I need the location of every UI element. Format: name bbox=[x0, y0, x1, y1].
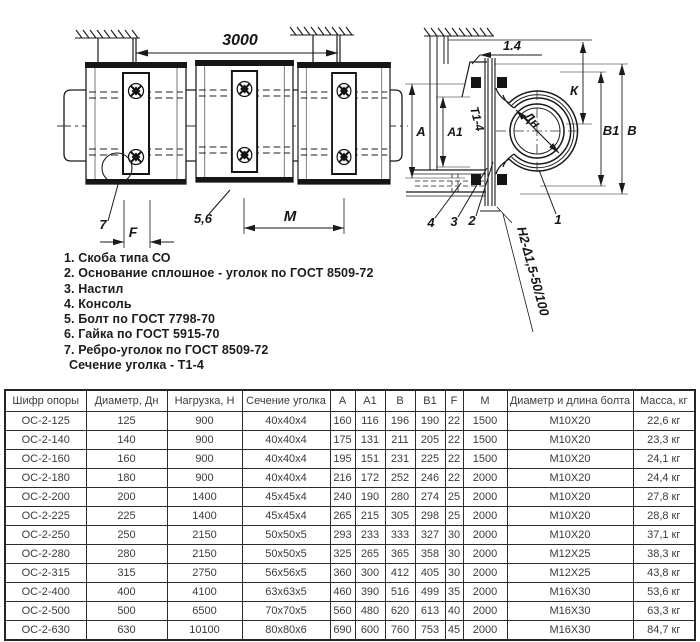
table-row bbox=[5, 545, 695, 564]
dimension-Dn-label: Дн bbox=[520, 108, 544, 132]
legend-item: 6. Гайка по ГОСТ 5915-70 bbox=[64, 327, 220, 342]
table-cell: 195 bbox=[330, 450, 355, 469]
table-cell: 50х50х5 bbox=[242, 545, 330, 564]
table-cell: М16Х30 bbox=[507, 621, 633, 641]
legend-item: 2. Основание сплошное - уголок по ГОСТ 8509-72 bbox=[64, 266, 374, 281]
table-row bbox=[5, 469, 695, 488]
table-cell: 1500 bbox=[463, 412, 507, 431]
table-cell: 500 bbox=[86, 602, 167, 621]
table-header-cell: Диаметр и длина болта bbox=[507, 390, 633, 412]
table-cell: М16Х30 bbox=[507, 602, 633, 621]
table-cell: 1400 bbox=[167, 507, 242, 526]
table-cell: 246 bbox=[415, 469, 445, 488]
part-1-label: 1 bbox=[554, 212, 562, 227]
table-cell: 225 bbox=[86, 507, 167, 526]
table-cell: 2000 bbox=[463, 469, 507, 488]
table-cell: 211 bbox=[385, 431, 415, 450]
table-cell: 300 bbox=[355, 564, 385, 583]
table-row bbox=[5, 488, 695, 507]
table-header-cell: F bbox=[445, 390, 463, 412]
table-cell: 252 bbox=[385, 469, 415, 488]
table-cell: 30 bbox=[445, 545, 463, 564]
table-cell: М12Х25 bbox=[507, 545, 633, 564]
ceiling-hatch-section bbox=[424, 28, 494, 36]
table-cell: 151 bbox=[355, 450, 385, 469]
table-cell: 180 bbox=[86, 469, 167, 488]
table-cell: 400 bbox=[86, 583, 167, 602]
table-cell: 131 bbox=[355, 431, 385, 450]
table-cell: 1500 bbox=[463, 431, 507, 450]
table-cell: 2000 bbox=[463, 564, 507, 583]
table-cell: 45 bbox=[445, 621, 463, 641]
table-cell: 900 bbox=[167, 450, 242, 469]
dimension-M-label: М bbox=[283, 208, 297, 225]
dimension-K bbox=[566, 42, 592, 124]
table-cell: 160 bbox=[86, 450, 167, 469]
table-cell: 298 bbox=[415, 507, 445, 526]
dimension-B1-label: В1 bbox=[602, 123, 620, 138]
table-cell: 125 bbox=[86, 412, 167, 431]
table-cell: 2000 bbox=[463, 621, 507, 641]
table-cell: 630 bbox=[86, 621, 167, 641]
weld-designation bbox=[497, 207, 553, 332]
table-cell: 45х45х4 bbox=[242, 507, 330, 526]
table-cell: ОС-2-250 bbox=[5, 526, 86, 545]
table-cell: 280 bbox=[86, 545, 167, 564]
table-cell: 333 bbox=[385, 526, 415, 545]
table-cell: 358 bbox=[415, 545, 445, 564]
table-cell: 45х45х4 bbox=[242, 488, 330, 507]
table-cell: 28,8 кг bbox=[633, 507, 695, 526]
console-hanger bbox=[430, 36, 448, 170]
table-cell: 53,6 кг bbox=[633, 583, 695, 602]
table-cell: 293 bbox=[330, 526, 355, 545]
table-cell: 22 bbox=[445, 412, 463, 431]
table-cell: ОС-2-315 bbox=[5, 564, 86, 583]
dimension-F bbox=[100, 200, 174, 248]
dimension-B-label: В bbox=[627, 123, 637, 138]
legend-item: 5. Болт по ГОСТ 7798-70 bbox=[64, 312, 216, 327]
table-row bbox=[5, 564, 695, 583]
table-cell: 2000 bbox=[463, 583, 507, 602]
table-cell: 2000 bbox=[463, 507, 507, 526]
table-body bbox=[5, 412, 695, 641]
table-cell: 38,3 кг bbox=[633, 545, 695, 564]
table-cell: 460 bbox=[330, 583, 355, 602]
weld-designation-label: Н2-Δ1,5-50/100 bbox=[514, 224, 553, 318]
table-cell: 84,7 кг bbox=[633, 621, 695, 641]
table-cell: 43,8 кг bbox=[633, 564, 695, 583]
table-cell: 265 bbox=[330, 507, 355, 526]
table-row bbox=[5, 450, 695, 469]
table-cell: 40 bbox=[445, 602, 463, 621]
table-cell: 25 bbox=[445, 507, 463, 526]
table-cell: М10Х20 bbox=[507, 488, 633, 507]
cross-section-view bbox=[405, 28, 637, 332]
table-cell: 760 bbox=[385, 621, 415, 641]
clamp-section-3 bbox=[297, 62, 391, 184]
table-cell: 327 bbox=[415, 526, 445, 545]
pipe-right-end bbox=[390, 90, 402, 161]
table-cell: 1400 bbox=[167, 488, 242, 507]
clamp-section-1 bbox=[85, 62, 187, 184]
side-view bbox=[57, 27, 408, 248]
table-cell: 56х56х5 bbox=[242, 564, 330, 583]
table-row bbox=[5, 621, 695, 641]
table-cell: 2000 bbox=[463, 526, 507, 545]
legend bbox=[64, 251, 374, 373]
table-cell: 753 bbox=[415, 621, 445, 641]
table-cell: ОС-2-180 bbox=[5, 469, 86, 488]
table-cell: 231 bbox=[385, 450, 415, 469]
dimension-A1-label: А1 bbox=[447, 125, 463, 139]
table-row bbox=[5, 602, 695, 621]
table-cell: 30 bbox=[445, 526, 463, 545]
clamp-section-2 bbox=[195, 60, 294, 182]
table-header-cell: А bbox=[330, 390, 355, 412]
dimensions-table bbox=[4, 389, 696, 641]
table-cell: 274 bbox=[415, 488, 445, 507]
table-cell: 24,1 кг bbox=[633, 450, 695, 469]
table-cell: М10Х20 bbox=[507, 507, 633, 526]
table-cell: ОС-2-140 bbox=[5, 431, 86, 450]
table-cell: 50х50х5 bbox=[242, 526, 330, 545]
table-cell: 70х70х5 bbox=[242, 602, 330, 621]
table-header-cell: Сечение уголка bbox=[242, 390, 330, 412]
table-cell: 315 bbox=[86, 564, 167, 583]
table-cell: 480 bbox=[355, 602, 385, 621]
legend-item: 7. Ребро-уголок по ГОСТ 8509-72 bbox=[64, 342, 269, 357]
part-7-label: 7 bbox=[99, 217, 107, 232]
table-cell: М10Х20 bbox=[507, 412, 633, 431]
table-cell: 40х40х4 bbox=[242, 412, 330, 431]
part-3-label: 3 bbox=[450, 214, 458, 229]
table-cell: 190 bbox=[355, 488, 385, 507]
table-header-row bbox=[5, 390, 695, 412]
dimension-K-label: К bbox=[570, 83, 578, 98]
table-cell: 613 bbox=[415, 602, 445, 621]
table-cell: М10Х20 bbox=[507, 526, 633, 545]
span-dimension bbox=[136, 32, 338, 57]
table-cell: 900 bbox=[167, 431, 242, 450]
ceiling-hatch-right bbox=[290, 27, 354, 35]
table-cell: ОС-2-125 bbox=[5, 412, 86, 431]
table-cell: 22 bbox=[445, 450, 463, 469]
table-cell: 215 bbox=[355, 507, 385, 526]
table-cell: 390 bbox=[355, 583, 385, 602]
table-cell: 22,6 кг bbox=[633, 412, 695, 431]
legend-item: Сечение уголка - Т1-4 bbox=[69, 358, 204, 373]
part-2-label: 2 bbox=[468, 213, 476, 228]
table-cell: 216 bbox=[330, 469, 355, 488]
table-header-cell: В1 bbox=[415, 390, 445, 412]
table-header-cell: А1 bbox=[355, 390, 385, 412]
table-cell: 2000 bbox=[463, 602, 507, 621]
table-cell: 37,1 кг bbox=[633, 526, 695, 545]
table-cell: 205 bbox=[415, 431, 445, 450]
table-cell: 305 bbox=[385, 507, 415, 526]
table-cell: 40х40х4 bbox=[242, 469, 330, 488]
dimension-A-label: А bbox=[416, 124, 426, 139]
table-row bbox=[5, 431, 695, 450]
table-cell: ОС-2-400 bbox=[5, 583, 86, 602]
table-header-cell: В bbox=[385, 390, 415, 412]
table-cell: 560 bbox=[330, 602, 355, 621]
table-cell: 499 bbox=[415, 583, 445, 602]
table-cell: 172 bbox=[355, 469, 385, 488]
table-cell: 225 bbox=[415, 450, 445, 469]
table-cell: 116 bbox=[355, 412, 385, 431]
table-cell: 25 bbox=[445, 488, 463, 507]
table-cell: 620 bbox=[385, 602, 415, 621]
table-cell: 35 bbox=[445, 583, 463, 602]
table-cell: 27,8 кг bbox=[633, 488, 695, 507]
table-cell: 63,3 кг bbox=[633, 602, 695, 621]
table-header-cell: Нагрузка, Н bbox=[167, 390, 242, 412]
table-cell: 1500 bbox=[463, 450, 507, 469]
table-row bbox=[5, 507, 695, 526]
table-cell: М16Х30 bbox=[507, 583, 633, 602]
table-cell: 900 bbox=[167, 412, 242, 431]
table-cell: М10Х20 bbox=[507, 431, 633, 450]
table-cell: 6500 bbox=[167, 602, 242, 621]
table-cell: 600 bbox=[355, 621, 385, 641]
table-cell: 80х80х6 bbox=[242, 621, 330, 641]
table-cell: 690 bbox=[330, 621, 355, 641]
table-row bbox=[5, 583, 695, 602]
table-cell: 2150 bbox=[167, 526, 242, 545]
span-dimension-label: 3000 bbox=[222, 32, 258, 49]
part-56-label: 5,6 bbox=[193, 211, 213, 226]
table-cell: 250 bbox=[86, 526, 167, 545]
table-cell: 63х63х5 bbox=[242, 583, 330, 602]
table-cell: ОС-2-500 bbox=[5, 602, 86, 621]
table-cell: 2750 bbox=[167, 564, 242, 583]
table-cell: 22 bbox=[445, 431, 463, 450]
bolt-top bbox=[471, 77, 507, 88]
table-cell: М10Х20 bbox=[507, 469, 633, 488]
table-cell: 196 bbox=[385, 412, 415, 431]
table-cell: 900 bbox=[167, 469, 242, 488]
dimension-A1 bbox=[436, 97, 470, 167]
table-cell: 405 bbox=[415, 564, 445, 583]
table-cell: 360 bbox=[330, 564, 355, 583]
table-cell: ОС-2-280 bbox=[5, 545, 86, 564]
part-4-label: 4 bbox=[427, 215, 435, 230]
table-header-cell: Шифр опоры bbox=[5, 390, 86, 412]
table-cell: 190 bbox=[415, 412, 445, 431]
table-cell: 2150 bbox=[167, 545, 242, 564]
table-row bbox=[5, 526, 695, 545]
legend-item: 1. Скоба типа СО bbox=[64, 251, 171, 265]
legend-item: 4. Консоль bbox=[64, 296, 132, 311]
table-header-cell: Масса, кг bbox=[633, 390, 695, 412]
dimension-F-label: F bbox=[128, 224, 138, 240]
table-row bbox=[5, 412, 695, 431]
table-cell: 365 bbox=[385, 545, 415, 564]
chamfer-callout bbox=[472, 38, 542, 64]
table-cell: 22 bbox=[445, 469, 463, 488]
table-cell: 30 bbox=[445, 564, 463, 583]
hanger-rods bbox=[98, 35, 340, 63]
legend-item: 3. Настил bbox=[64, 281, 124, 296]
table-cell: ОС-2-200 bbox=[5, 488, 86, 507]
table-header-cell: Диаметр, Дн bbox=[86, 390, 167, 412]
table-cell: 160 bbox=[330, 412, 355, 431]
chamfer-label: 1.4 bbox=[502, 38, 522, 53]
table-cell: 23,3 кг bbox=[633, 431, 695, 450]
table-cell: 10100 bbox=[167, 621, 242, 641]
table-cell: 2000 bbox=[463, 545, 507, 564]
table-cell: 265 bbox=[355, 545, 385, 564]
table-cell: 280 bbox=[385, 488, 415, 507]
table-cell: 200 bbox=[86, 488, 167, 507]
table-cell: 40х40х4 bbox=[242, 431, 330, 450]
table-cell: М10Х20 bbox=[507, 450, 633, 469]
table-cell: 175 bbox=[330, 431, 355, 450]
table-cell: М12Х25 bbox=[507, 564, 633, 583]
section-mark-label: Т1-4 bbox=[467, 105, 488, 133]
pipe-left-end bbox=[64, 90, 86, 161]
table-cell: 240 bbox=[330, 488, 355, 507]
table-cell: 4100 bbox=[167, 583, 242, 602]
table-cell: 516 bbox=[385, 583, 415, 602]
table-cell: 325 bbox=[330, 545, 355, 564]
table-cell: 412 bbox=[385, 564, 415, 583]
ceiling-hatch-left bbox=[75, 30, 140, 38]
table-header-cell: М bbox=[463, 390, 507, 412]
table-cell: ОС-2-225 bbox=[5, 507, 86, 526]
dimension-M bbox=[244, 198, 344, 234]
table-cell: 233 bbox=[355, 526, 385, 545]
table-cell: 24,4 кг bbox=[633, 469, 695, 488]
table-cell: ОС-2-630 bbox=[5, 621, 86, 641]
table-cell: 40х40х4 bbox=[242, 450, 330, 469]
table-cell: ОС-2-160 bbox=[5, 450, 86, 469]
table-cell: 2000 bbox=[463, 488, 507, 507]
table-cell: 140 bbox=[86, 431, 167, 450]
